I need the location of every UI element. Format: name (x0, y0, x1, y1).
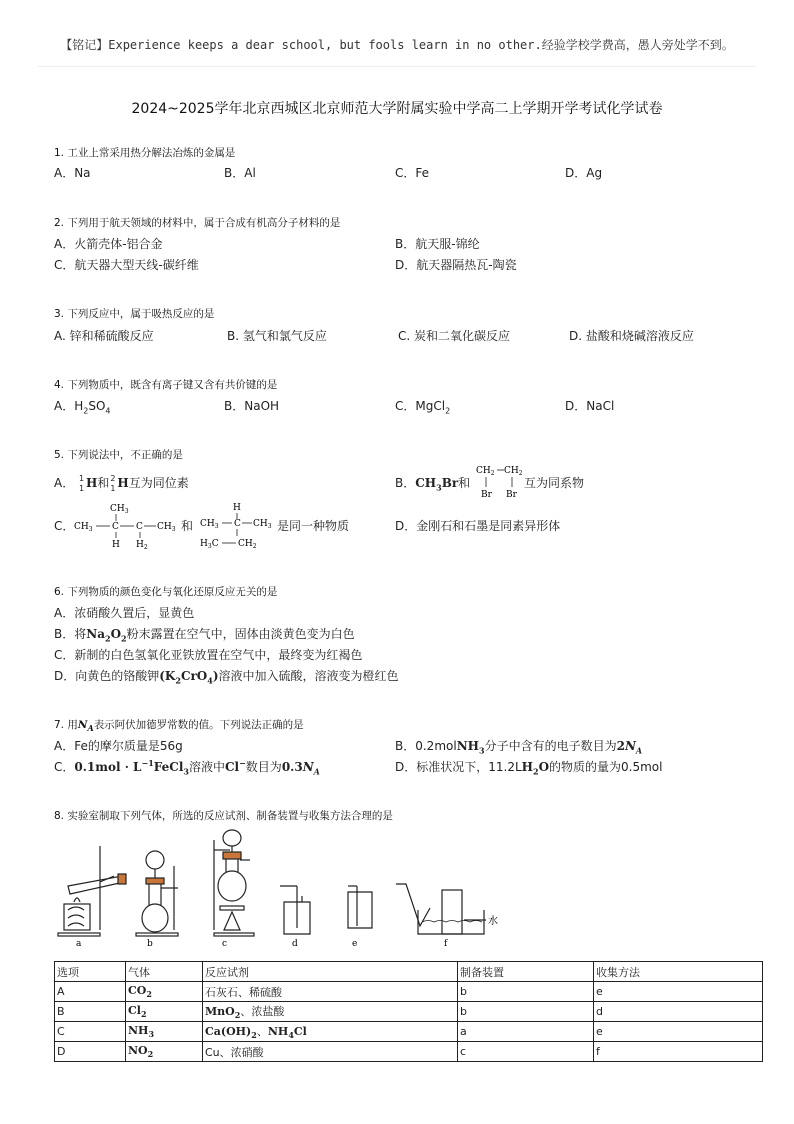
label-c: c (222, 939, 228, 949)
q7-option-d: D．标准状况下，$11.2LH_2O$的物质的量为0.5mol (395, 760, 663, 777)
q2-option-b: B．航天服-锦纶 (395, 237, 480, 251)
q4-option-a: A．$H_2SO_4$ (54, 399, 111, 416)
apparatus-a-tube (68, 876, 124, 894)
svg-text:CH2: $CH_2$ (238, 539, 257, 550)
table-cell: MnO$_2$、浓盐酸 (203, 1002, 458, 1022)
q4-stem: 4. 下列物质中，既含有离子键又含有共价键的是 (54, 379, 278, 391)
q6-option-c: C．新制的白色氢氧化亚铁放置在空气中，最终变为红褐色 (54, 648, 363, 662)
apparatus-a-base (58, 933, 100, 936)
table-cell: Cu、浓硝酸 (203, 1042, 458, 1062)
svg-text:Br: Br (481, 490, 492, 499)
svg-text:CH2: $CH_2$ (504, 466, 523, 477)
q3-option-b: B. 氢气和氯气反应 (227, 329, 327, 343)
q5-option-b: B．$CH_3Br$和 (395, 476, 471, 493)
table-cell: B (55, 1002, 126, 1022)
q7-option-b: B．0.2molNH$_3$分子中含有的电子数目为$2N_A$ (395, 739, 643, 756)
table-header-cell: 反应试剂 (203, 962, 458, 982)
svg-text:H2: $H_2$ (136, 540, 148, 550)
q2-stem: 2. 下列用于航天领域的材料中，属于合成有机高分子材料的是 (54, 217, 341, 229)
svg-text:CH3: $CH_3$ (157, 522, 176, 533)
q5-option-c-label: C． (54, 519, 75, 533)
table-cell: d (594, 1002, 763, 1022)
table-cell: C (55, 1022, 126, 1042)
label-d: d (292, 939, 298, 949)
table-cell: b (458, 982, 594, 1002)
table-cell: $Ca(OH)_2$、$NH_4Cl$ (203, 1022, 458, 1042)
q7-option-a: A．Fe的摩尔质量是56g (54, 739, 183, 753)
svg-text:H: H (112, 540, 120, 550)
header-motto: 【铭记】Experience keeps a dear school, but fools learn in no other.经验学校学费高，愚人旁处学不到。 (60, 38, 734, 52)
q3-option-a: A. 锌和稀硫酸反应 (54, 329, 154, 343)
table-cell: e (594, 1022, 763, 1042)
svg-text:H: H (233, 503, 241, 513)
svg-text:C: C (112, 522, 119, 532)
label-a: a (76, 939, 82, 949)
apparatus-a-flame (74, 898, 80, 902)
header-divider (38, 66, 756, 67)
table-cell: $NH_3$ (126, 1022, 203, 1042)
q5-option-a: A． 1 1 H和 2 1 H互为同位素 (54, 473, 189, 493)
table-cell: $Cl_2$ (126, 1002, 203, 1022)
q5-option-c-text: 是同一种物质 (277, 519, 350, 533)
table-row (55, 1022, 763, 1042)
exam-title: 2024~2025学年北京西城区北京师范大学附属实验中学高二上学期开学考试化学试卷 (131, 101, 663, 117)
table-cell: 石灰石、稀硫酸 (203, 982, 458, 1002)
table-cell: D (55, 1042, 126, 1062)
q6-stem: 6. 下列物质的颜色变化与氧化还原反应无关的是 (54, 586, 278, 598)
table-cell: A (55, 982, 126, 1002)
svg-text:C: C (234, 519, 241, 529)
q5-option-c-and: 和 (181, 519, 194, 533)
svg-text:Br: Br (506, 490, 517, 499)
table-row (55, 1042, 763, 1062)
table-row (55, 1002, 763, 1022)
q1-option-d: D．Ag (565, 166, 603, 180)
q6-option-d: D．向黄色的铬酸钾$(K_2CrO_4)$溶液中加入硫酸，溶液变为橙红色 (54, 669, 399, 686)
q1-option-a: A．Na (54, 166, 91, 180)
q1-option-b: B．Al (224, 166, 256, 180)
q6-option-b: B．将$Na_2O_2$粉末露置在空气中，固体由淡黄色变为白色 (54, 627, 355, 644)
table-cell: a (458, 1022, 594, 1042)
table-header-cell: 选项 (55, 962, 126, 982)
table-header-cell: 制备装置 (458, 962, 594, 982)
table-cell: $CO_2$ (126, 982, 203, 1002)
svg-text:CH3: $CH_3$ (200, 519, 219, 530)
butane-structure-2 (198, 500, 278, 550)
q8-options-table (54, 961, 763, 1062)
table-row (55, 982, 763, 1002)
q6-option-a: A．浓硝酸久置后，显黄色 (54, 606, 195, 620)
table-cell: f (594, 1042, 763, 1062)
q8-stem: 8. 实验室制取下列气体，所选的反应试剂、制备装置与收集方法合理的是 (54, 810, 393, 822)
table-header-row (55, 962, 763, 982)
butane-structure (72, 500, 180, 550)
svg-text:H3C: $H_3C$ (200, 539, 219, 550)
svg-text:CH2: $CH_2$ (476, 466, 495, 477)
table-cell: b (458, 1002, 594, 1022)
label-e: e (352, 939, 358, 949)
q1-stem: 1. 工业上常采用热分解法冶炼的金属是 (54, 147, 236, 159)
table-header-cell: 气体 (126, 962, 203, 982)
q4-option-b: B．NaOH (224, 399, 280, 413)
q7-stem: 7. 用$N_A$表示阿伏加德罗常数的值。下列说法正确的是 (54, 719, 304, 734)
label-b: b (147, 939, 153, 949)
q4-option-c: C．MgCl$_2$ (395, 399, 451, 416)
q5-stem: 5. 下列说法中，不正确的是 (54, 449, 183, 461)
table-cell: e (594, 982, 763, 1002)
apparatus-a-lamp (64, 904, 90, 930)
q3-stem: 3. 下列反应中，属于吸热反应的是 (54, 308, 215, 320)
svg-text:CH3: $CH_3$ (253, 519, 272, 530)
q5-option-b-text: 互为同系物 (524, 476, 585, 490)
table-cell: c (458, 1042, 594, 1062)
q7-option-c: C．$0.1mol \cdot L^{-1}FeCl_3$溶液中Cl−数目为$0.3N_A$ (54, 758, 320, 777)
label-water: 水 (488, 916, 498, 927)
q1-option-c: C．Fe (395, 166, 430, 180)
svg-text:C: C (136, 522, 143, 532)
q4-option-d: D．NaCl (565, 399, 615, 413)
svg-text:CH3: $CH_3$ (110, 504, 129, 515)
table-header-cell: 收集方法 (594, 962, 763, 982)
q2-option-a: A．火箭壳体-铝合金 (54, 237, 163, 251)
label-f: f (444, 939, 448, 949)
q3-option-c: C. 炭和二氧化碳反应 (398, 329, 511, 343)
apparatus-figure (54, 826, 524, 950)
table-cell: $NO_2$ (126, 1042, 203, 1062)
q3-option-d: D. 盐酸和烧碱溶液反应 (569, 329, 694, 343)
q5-option-d: D．金刚石和石墨是同素异形体 (395, 519, 561, 533)
svg-text:CH3: $CH_3$ (74, 522, 93, 533)
dibromoethane-structure (474, 461, 526, 499)
q2-option-d: D．航天器隔热瓦-陶瓷 (395, 258, 517, 272)
q2-option-c: C．航天器大型天线-碳纤维 (54, 258, 199, 272)
